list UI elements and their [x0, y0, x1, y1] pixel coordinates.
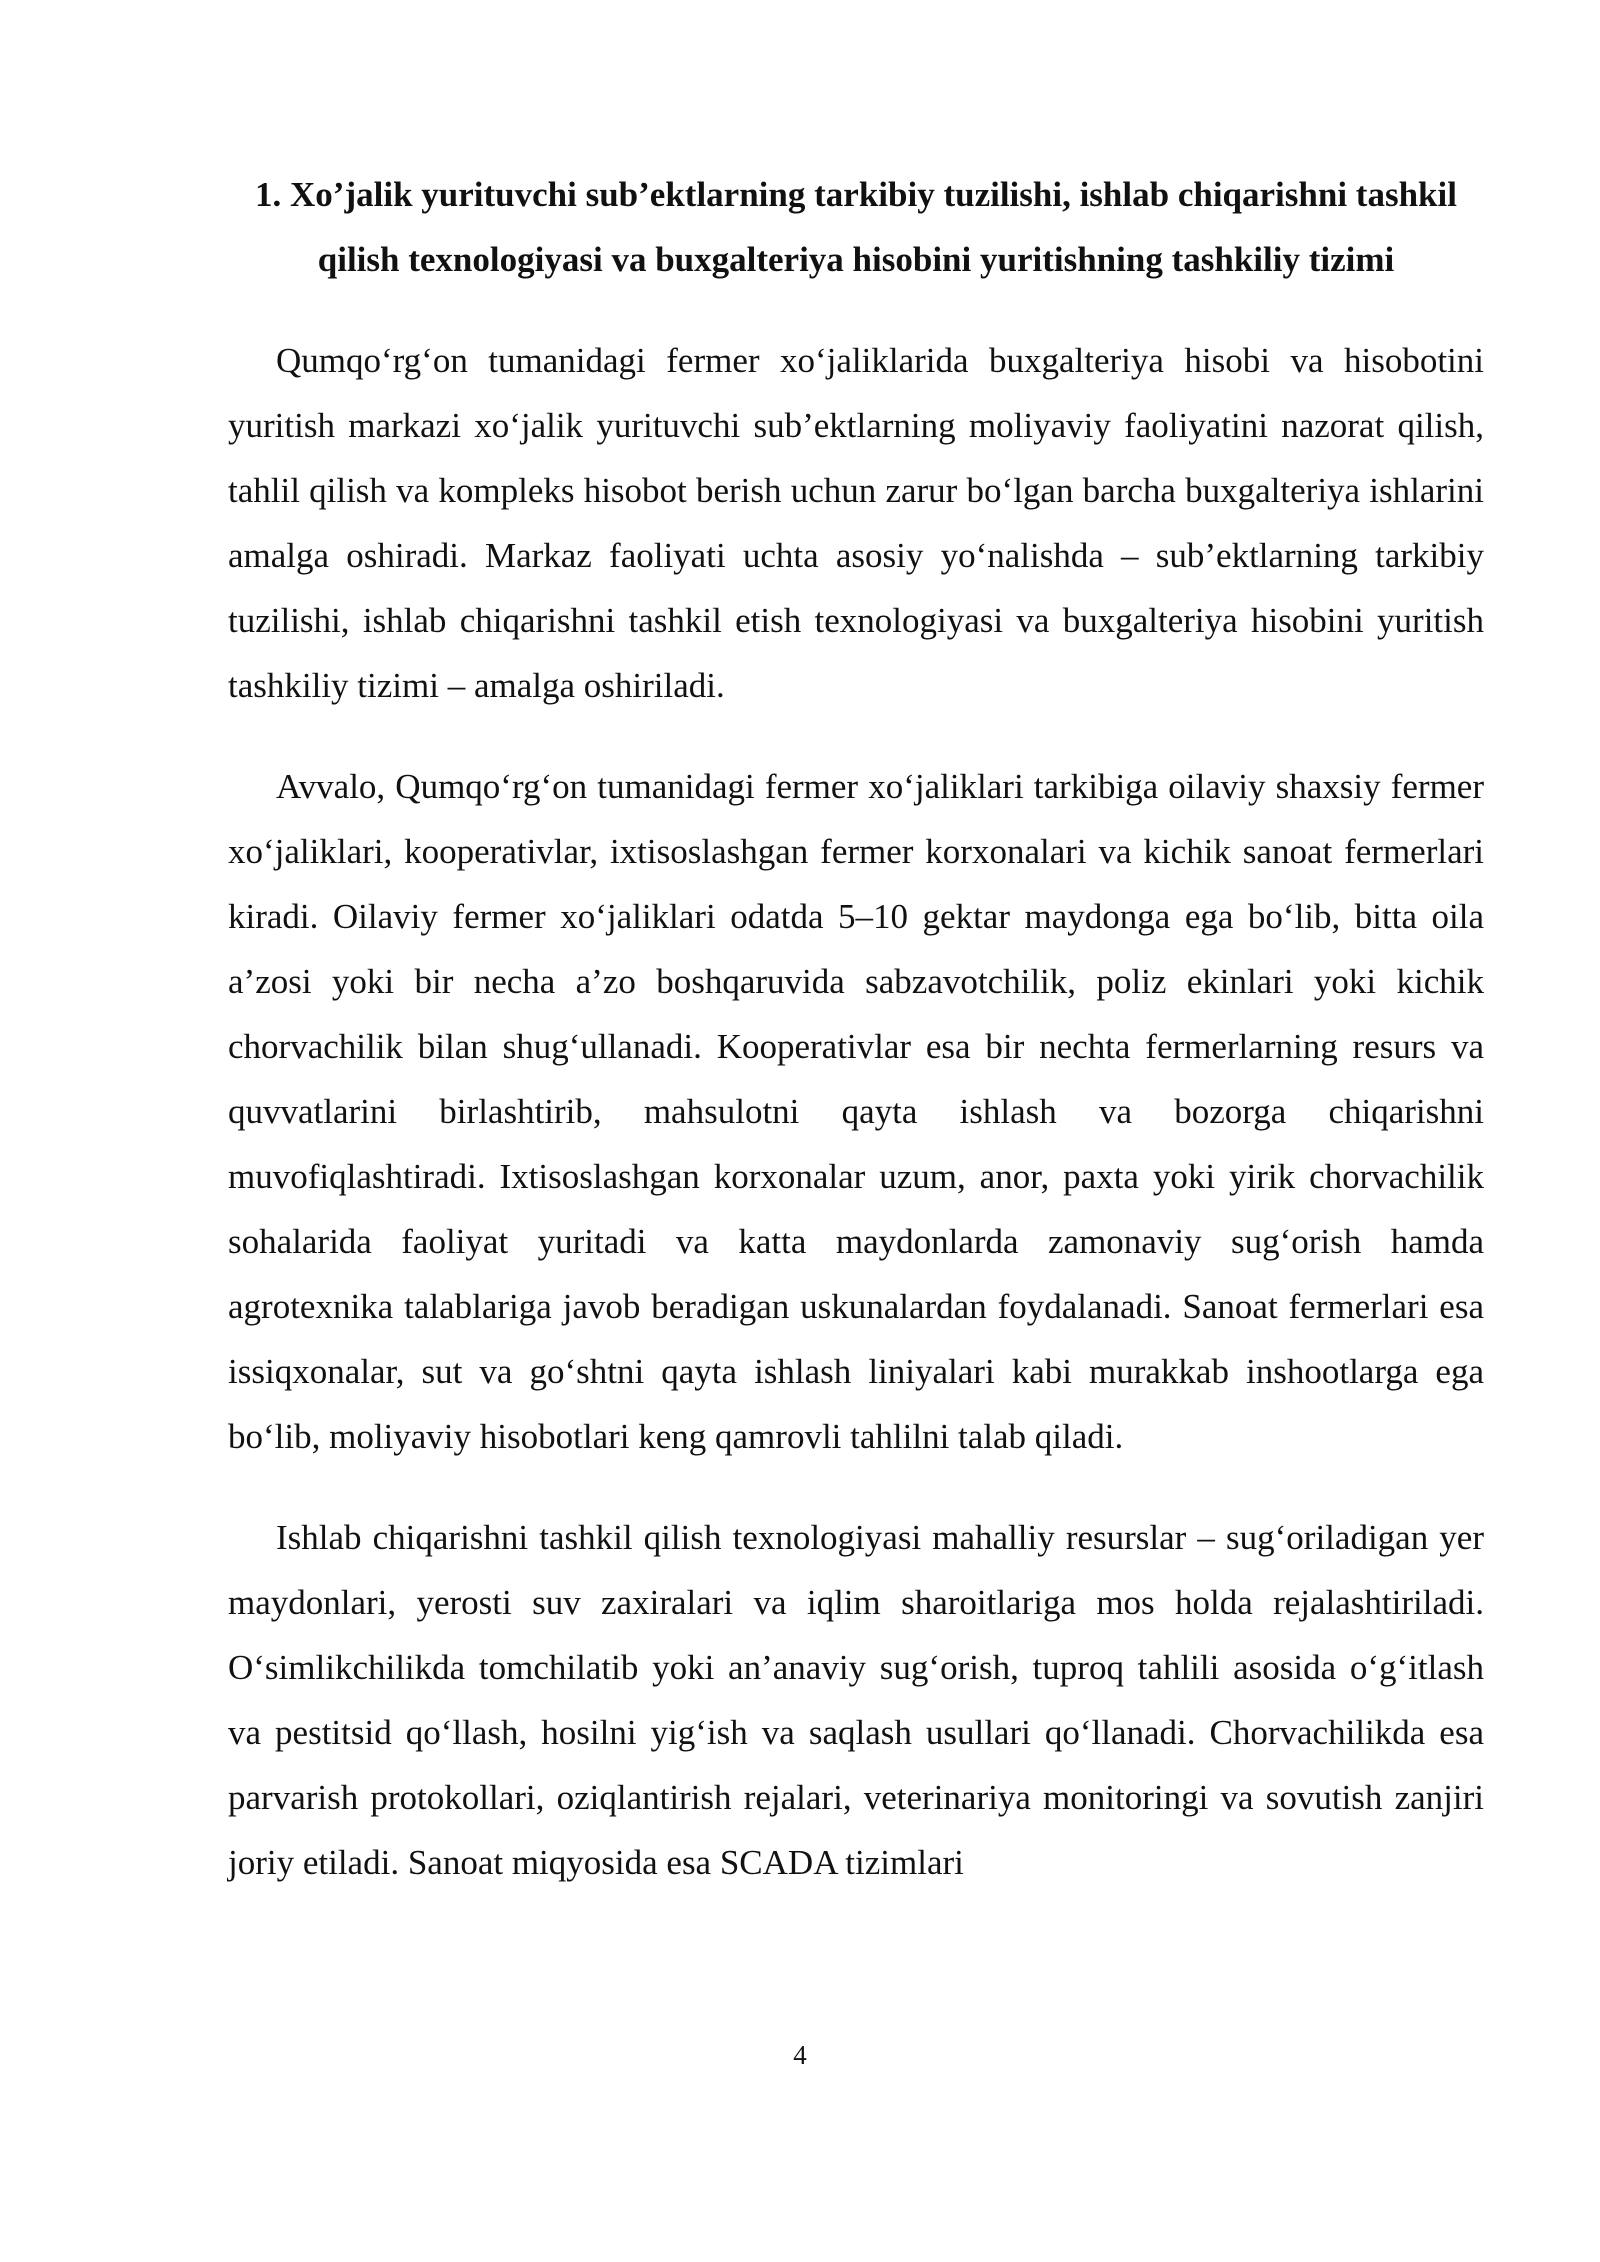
section-heading: 1. Xo’jalik yurituvchi sub’ektlarning tarkibiy tuzilishi, ishlab chiqarishni tashkil qilish texnologiyasi va buxgalteriya hisobini yuritishning tashkiliy tizimi	[255, 175, 1457, 279]
paragraph-structure: Avvalo, Qumqo‘rg‘on tumanidagi fermer xo‘jaliklari tarkibiga oilaviy shaxsiy fermer xo‘jaliklari, kooperativlar, ixtisoslashgan fermer korxonalari va kichik sanoat fermerlari kiradi. Oilaviy fermer xo‘jaliklari odatda 5–10 gektar maydonga ega bo‘lib, bitta oila a’zosi yoki bir necha a’zo boshqaruvida sabzavotchilik, poliz ekinlari yoki kichik chorvachilik bilan shug‘ullanadi. Kooperativlar esa bir nechta fermerlarning resurs va quvvatlarini birlashtirib, mahsulotni qayta ishlash va bozorga chiqarishni muvofiqlashtiradi. Ixtisoslashgan korxonalar uzum, anor, paxta yoki yirik chorvachilik sohalarida faoliyat yuritadi va katta maydonlarda zamonaviy sug‘orish hamda agrotexnika talablariga javob beradigan uskunalardan foydalanadi. Sanoat fermerlari esa issiqxonalar, sut va go‘shtni qayta ishlash liniyalari kabi murakkab inshootlarga ega bo‘lib, moliyaviy hisobotlari keng qamrovli tahlilni talab qiladi.	[228, 767, 1484, 1456]
page-number: 4	[793, 2040, 807, 2070]
document-page	[228, 150, 1484, 1895]
paragraph-technology: Ishlab chiqarishni tashkil qilish texnologiyasi mahalliy resurslar – sug‘oriladigan yer maydonlari, yerosti suv zaxiralari va iqlim sharoitlariga mos holda rejalashtiriladi. O‘simlikchilikda tomchilatib yoki an’anaviy sug‘orish, tuproq tahlili asosida o‘g‘itlash va pestitsid qo‘llash, hosilni yig‘ish va saqlash usullari qo‘llanadi. Chorvachilikda esa parvarish protokollari, oziqlantirish rejalari, veterinariya monitoringi va sovutish zanjiri joriy etiladi. Sanoat miqyosida esa SCADA tizimlari	[228, 1518, 1484, 1882]
paragraph-intro: Qumqo‘rg‘on tumanidagi fermer xo‘jaliklarida buxgalteriya hisobi va hisobotini yuritish markazi xo‘jalik yurituvchi sub’ektlarning moliyaviy faoliyatini nazorat qilish, tahlil qilish va kompleks hisobot berish uchun zarur bo‘lgan barcha buxgalteriya ishlarini amalga oshiradi. Markaz faoliyati uchta asosiy yo‘nalishda – sub’ektlarning tarkibiy tuzilishi, ishlab chiqarishni tashkil etish texnologiyasi va buxgalteriya hisobini yuritish tashkiliy tizimi – amalga oshiriladi.	[228, 341, 1484, 705]
